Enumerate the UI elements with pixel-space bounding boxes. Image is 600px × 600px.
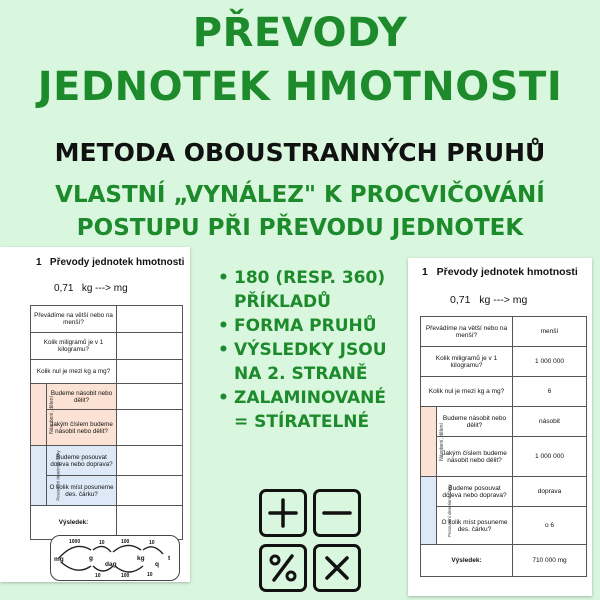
arrow-arc <box>113 545 141 552</box>
table-row: Kolik miligramů je v 1 kilogramu? 1 000 000 <box>421 347 587 377</box>
plus-icon <box>259 489 307 537</box>
unit-scale-svg <box>51 536 179 580</box>
multiplier-label: 10 <box>149 540 155 546</box>
table-row: Převádíme na větší nebo na menší? <box>31 306 183 333</box>
table-row: Jakým číslem budeme násobit nebo dělit? <box>31 410 183 446</box>
arrow-arc <box>59 546 91 558</box>
group-label-multiply: Násobení, dělení <box>48 396 55 434</box>
tagline-line-1: VLASTNÍ „VYNÁLEZ" K PROCVIČOVÁNÍ <box>55 182 545 208</box>
multiplier-label: 100 <box>121 539 130 545</box>
list-item: • 180 (RESP. 360) PŘÍKLADŮ <box>218 268 386 312</box>
table-row: Posouvání desetinné čárky Budeme posouvat doleva nebo doprava? <box>31 446 183 476</box>
feature-list <box>218 266 408 434</box>
list-item: • FORMA PRUHŮ <box>218 316 377 336</box>
table-row: O kolik míst posuneme des. čárku? <box>31 476 183 506</box>
unit-label: g <box>89 555 93 562</box>
unit-label: kg <box>137 555 145 562</box>
unit-label: t <box>168 555 171 562</box>
worksheet-table <box>30 305 183 540</box>
worksheet-conversion: 0,71 kg ---> mg <box>450 294 528 306</box>
minus-icon <box>313 489 361 537</box>
table-row: Kolik nul je mezi kg a mg? 6 <box>421 377 587 407</box>
unit-scale-diagram <box>50 535 180 581</box>
percent-icon <box>259 544 307 592</box>
table-row: Převádíme na větší nebo na menší? menší <box>421 317 587 347</box>
arrow-arc <box>93 546 111 552</box>
table-row: Násobení, dělení Budeme násobit nebo dělit? násobit <box>421 407 587 437</box>
arrow-arc <box>61 562 91 570</box>
tagline-line-2: POSTUPU PŘI PŘEVODU JEDNOTEK <box>76 215 524 241</box>
divider-label: 10 <box>147 572 153 578</box>
worksheet-blank <box>0 247 190 582</box>
main-title-line-1: PŘEVODY <box>192 10 408 56</box>
arrow-arc <box>115 566 143 572</box>
arrow-arc <box>143 547 163 554</box>
table-row: Výsledek: <box>31 506 183 540</box>
multiplier-label: 10 <box>99 540 105 546</box>
unit-label: q <box>155 561 159 568</box>
divider-label: 10 <box>95 573 101 579</box>
times-icon <box>313 544 361 592</box>
divider-label: 100 <box>121 573 130 579</box>
main-title-line-2: JEDNOTEK HMOTNOSTI <box>37 64 563 110</box>
table-row: Kolik nul je mezi kg a mg? <box>31 360 183 384</box>
table-row: Jakým číslem budeme násobit nebo dělit? 1 000 000 <box>421 437 587 477</box>
worksheet-heading: 1 Převody jednotek hmotnosti <box>36 257 185 268</box>
table-row: Posouvání desetinné čárky Budeme posouvat doleva nebo doprava? doprava <box>421 477 587 507</box>
worksheet-solved <box>408 258 592 596</box>
group-label-decimal: Posouvání desetinné čárky <box>446 484 452 537</box>
unit-label: dag <box>105 561 117 568</box>
worksheet-conversion: 0,71 kg ---> mg <box>54 283 128 294</box>
bullet-glyph: • <box>218 316 229 336</box>
unit-label: mg <box>54 556 64 563</box>
list-item: • ZALAMINOVANÉ = STÍRATELNÉ <box>218 388 386 432</box>
table-row: O kolik míst posuneme des. čárku? o 6 <box>421 507 587 545</box>
multiplier-label: 1000 <box>69 539 81 545</box>
worksheet-table <box>420 316 587 577</box>
bullet-glyph: • <box>218 388 229 408</box>
group-label-multiply: Násobení, dělení <box>438 423 445 461</box>
group-label-decimal: Posouvání desetinné čárky <box>55 450 61 501</box>
table-row: Výsledek: 710 000 mg <box>421 545 587 577</box>
worksheet-heading: 1 Převody jednotek hmotnosti <box>422 266 578 278</box>
subtitle: METODA OBOUSTRANNÝCH PRUHŮ <box>54 138 546 167</box>
table-row: Násobení, dělení Budeme násobit nebo dělit? <box>31 384 183 410</box>
bullet-glyph: • <box>218 340 229 360</box>
table-row: Kolik miligramů je v 1 kilogramu? <box>31 333 183 360</box>
list-item: • VÝSLEDKY JSOU NA 2. STRANĚ <box>218 340 387 384</box>
bullet-glyph: • <box>218 268 229 288</box>
